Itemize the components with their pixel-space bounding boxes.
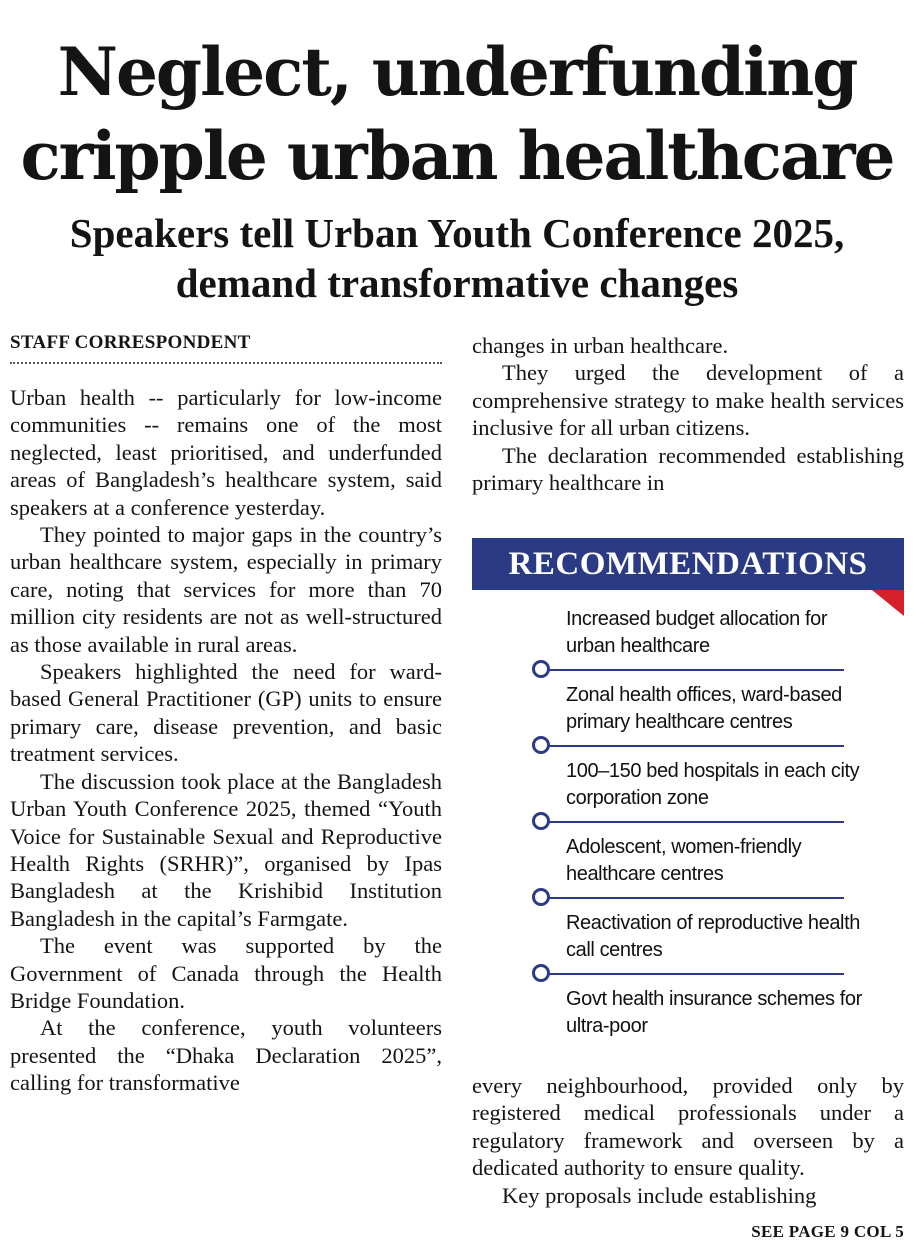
subheadline — [0, 208, 914, 308]
headline-line-2: cripple urban healthcare — [20, 117, 894, 195]
divider-line — [542, 973, 844, 975]
recommendations-list — [472, 602, 904, 1058]
paragraph: They pointed to major gaps in the country’s urban healthcare system, especially in primary care, noting that services for more than 70 million city residents are not as well-structured as those available in rural areas. — [10, 522, 442, 657]
recommendations-title: RECOMMENDATIONS — [472, 538, 904, 590]
recommendation-item — [472, 906, 904, 982]
left-column — [10, 384, 442, 1097]
paragraph: Key proposals include establishing — [502, 1182, 817, 1208]
divider-line — [542, 669, 844, 671]
recommendation-text: Govt health insurance schemes for ultra-poor — [566, 988, 862, 1037]
divider-line — [542, 897, 844, 899]
paragraph: The event was supported by the Government of Canada through the Health Bridge Foundation. — [10, 933, 442, 1013]
paragraph: Speakers highlighted the need for ward-based General Practitioner (GP) units to ensure primary care, disease prevention, and basic treatment services. — [10, 659, 442, 767]
subheadline-line-2: demand transformative changes — [175, 260, 739, 306]
recommendation-item — [472, 830, 904, 906]
divider-line — [542, 821, 844, 823]
bullet-circle-icon — [532, 888, 550, 906]
recommendation-item — [472, 678, 904, 754]
headline-line-1: Neglect, underfunding — [57, 33, 857, 111]
continuation-jump: SEE PAGE 9 COL 5 — [751, 1222, 904, 1241]
bullet-circle-icon — [532, 660, 550, 678]
recommendation-text: Zonal health offices, ward-based primary healthcare centres — [566, 684, 842, 733]
recommendation-item — [472, 754, 904, 830]
byline: STAFF CORRESPONDENT — [10, 332, 442, 364]
paragraph: The declaration recommended establishing primary healthcare in — [472, 442, 904, 496]
paragraph: every neighbourhood, provided only by registered medical professionals under a regulatory framework and overseen by a dedicated authority to ensure quality. — [472, 1073, 904, 1181]
recommendation-text: Reactivation of reproductive health call centres — [566, 912, 860, 961]
paragraph: The discussion took place at the Bangladesh Urban Youth Conference 2025, themed “Youth Voice for Sustainable Sexual and Reproductive Health Rights (SRHR)”, organised by Ipas Bangladesh at the Krishibid Institution Bangladesh in the capital’s Farmgate. — [10, 768, 442, 931]
bullet-circle-icon — [532, 812, 550, 830]
recommendation-text: Increased budget allocation for urban healthcare — [566, 608, 828, 657]
recommendation-text: 100–150 bed hospitals in each city corporation zone — [566, 760, 860, 809]
recommendation-item — [472, 602, 904, 678]
paragraph: Urban health -- particularly for low-income communities -- remains one of the most neglected, least prioritised, and underfunded areas of Bangladesh’s healthcare system, said speakers at a conference yesterday. — [10, 385, 442, 520]
subheadline-line-1: Speakers tell Urban Youth Conference 2025, — [69, 210, 845, 256]
divider-line — [542, 745, 844, 747]
recommendation-item — [472, 982, 904, 1058]
paragraph: They urged the development of a comprehensive strategy to make health services inclusive for all urban citizens. — [472, 360, 904, 441]
right-column-top — [472, 332, 904, 496]
headline — [0, 30, 914, 198]
paragraph: changes in urban healthcare. — [472, 333, 729, 358]
recommendation-text: Adolescent, women-friendly healthcare centres — [566, 836, 802, 885]
bullet-circle-icon — [532, 736, 550, 754]
bullet-circle-icon — [532, 964, 550, 982]
paragraph: At the conference, youth volunteers presented the “Dhaka Declaration 2025”, calling for transformative — [10, 1015, 442, 1096]
right-column-bottom — [472, 1072, 904, 1209]
recommendations-box — [472, 538, 904, 1058]
